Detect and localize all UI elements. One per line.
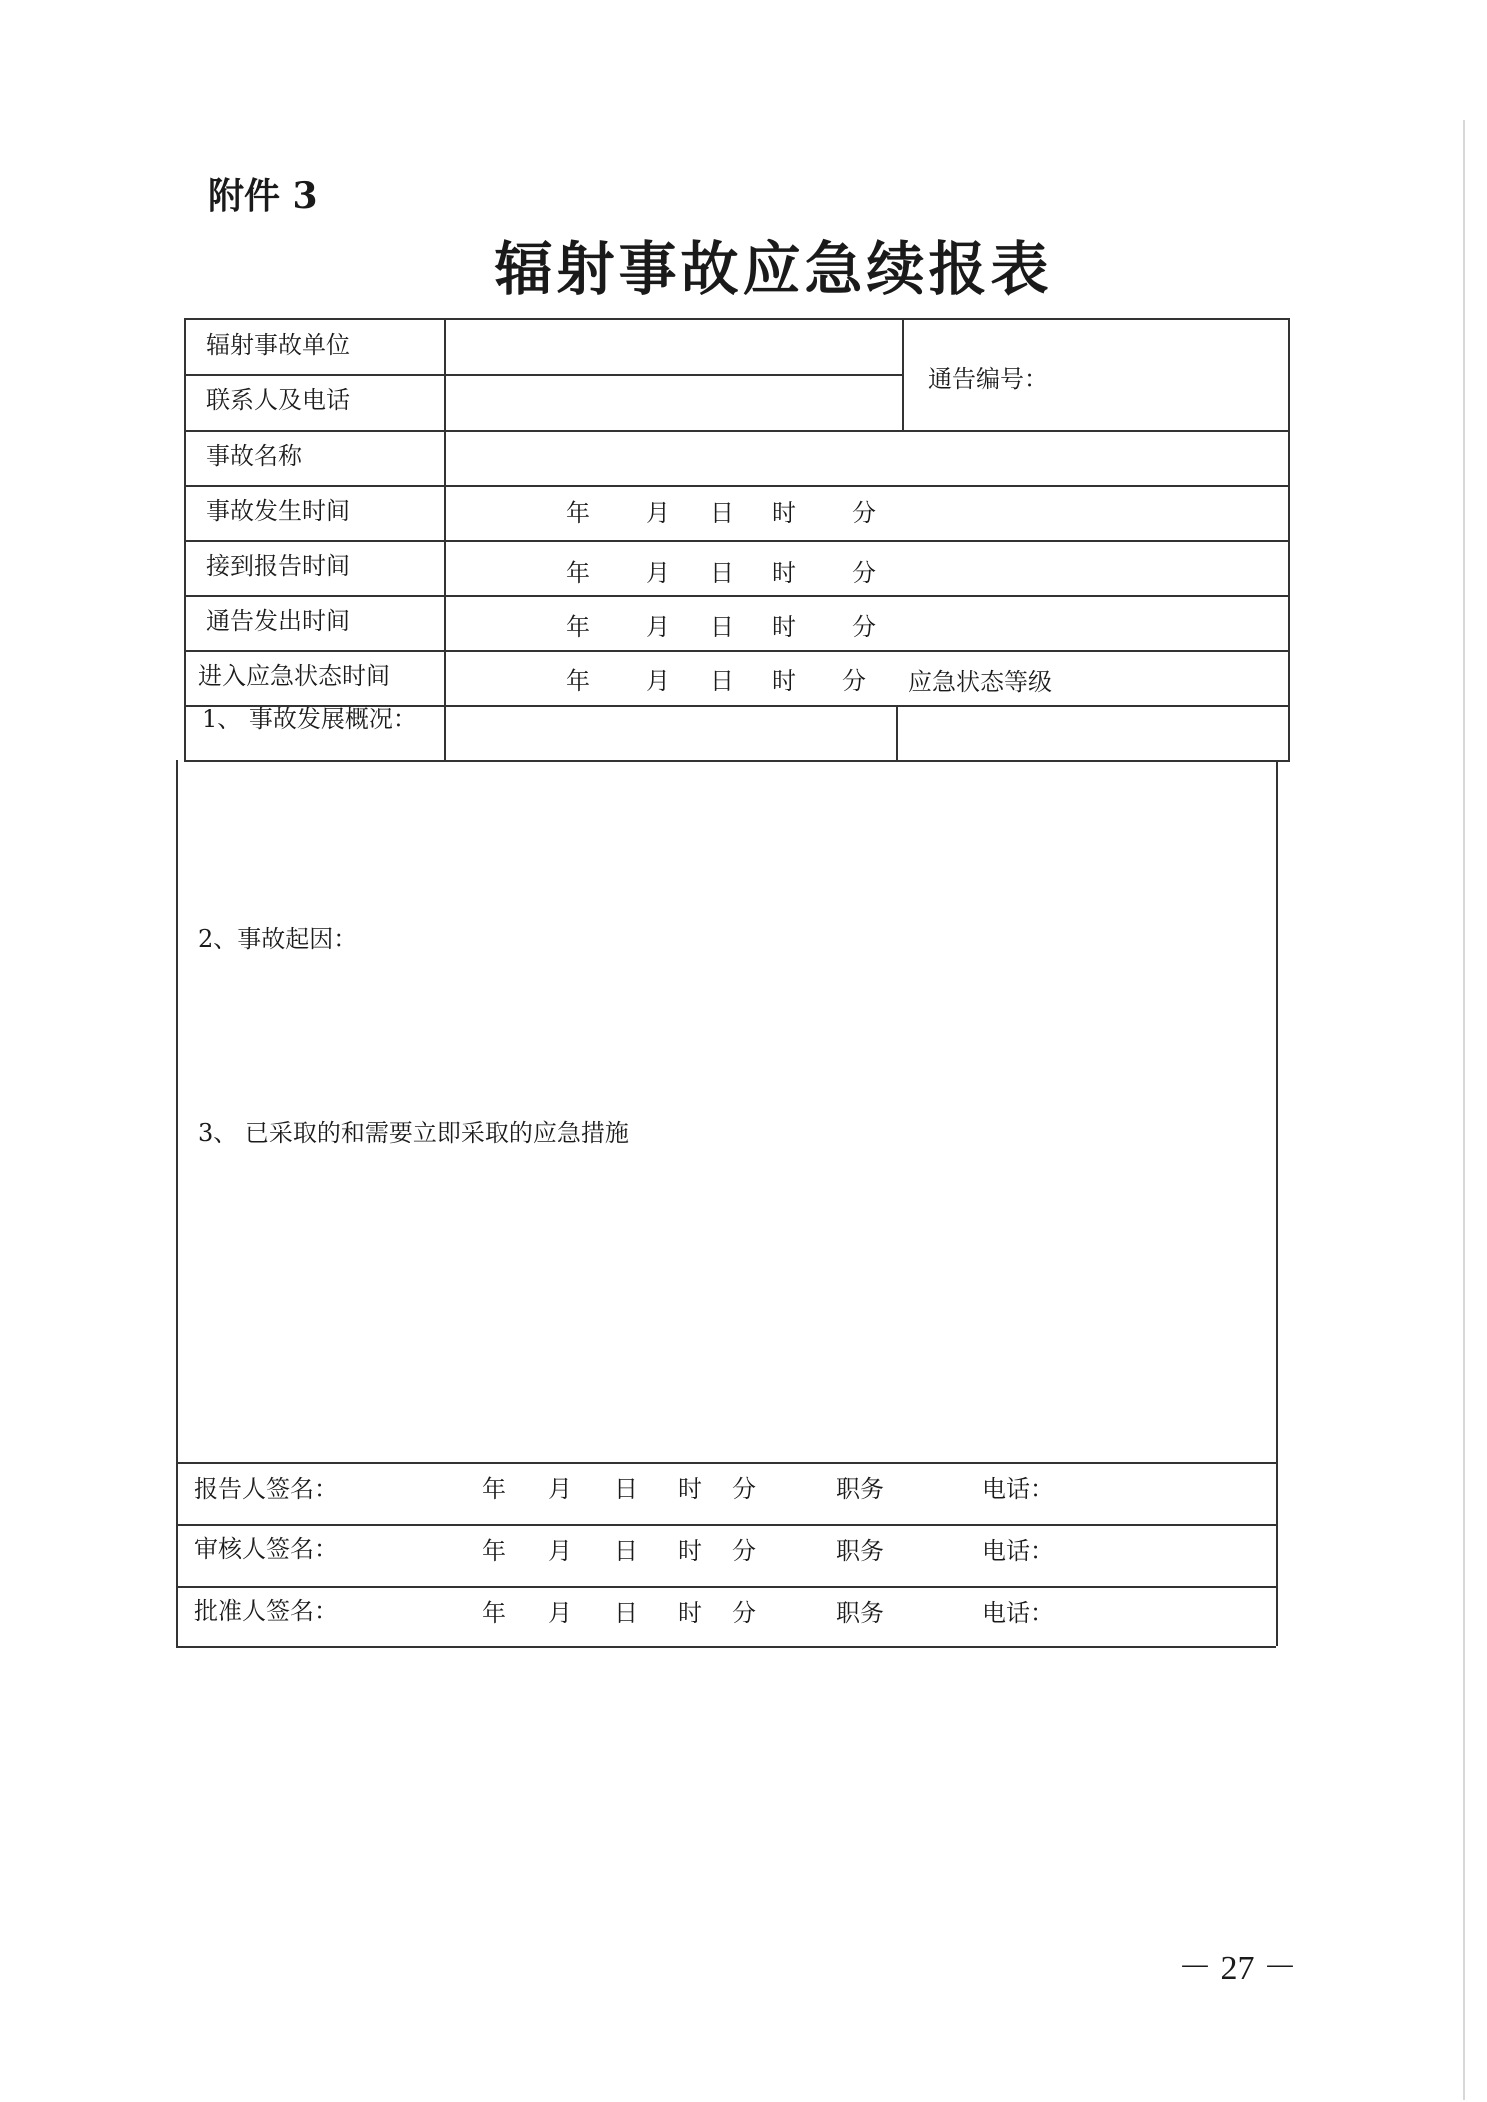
unit-label: 辐射事故单位: [206, 331, 350, 359]
receive-time-label: 接到报告时间: [206, 552, 350, 580]
form-title: 辐射事故应急续报表: [494, 235, 1053, 303]
section-cause: 2、事故起因：: [198, 925, 358, 953]
approver-sign-label: 批准人签名：: [194, 1597, 338, 1625]
report-form-table: 辐射事故单位 联系人及电话 通告编号： 事故名称 事故发生时间 接到报告时间 通告发出时间 进入应急状态时间 应急状态等级 年 月 日 时 分 年 月 日 时 分 年 月 日 时 分 年 月 日 时 分 1、 事故发展概况： 2、事故起因： 3、 已采取的和需要立即采取的应急措施 报告人签名： 年 月 日 时 分 职务 电话： 审核人签名： 年 月 日 时 分 职务 电话： 批准人签名： 年 月 日 时 分 职务 电话：: [176, 318, 1294, 1646]
page-number: － 27 －: [1178, 1950, 1297, 1987]
notice-number-label: 通告编号：: [928, 365, 1048, 393]
occur-time-label: 事故发生时间: [206, 497, 350, 525]
enter-state-time-label: 进入应急状态时间: [198, 662, 390, 690]
section-measures: 3、 已采取的和需要立即采取的应急措施: [198, 1119, 629, 1147]
scan-edge: [1463, 120, 1465, 2100]
contact-label: 联系人及电话: [206, 386, 350, 414]
reporter-sign-label: 报告人签名：: [194, 1475, 338, 1503]
reviewer-sign-label: 审核人签名：: [194, 1535, 338, 1563]
issue-time-label: 通告发出时间: [206, 607, 350, 635]
attachment-label: 附件 3: [208, 175, 318, 217]
state-level-label: 应急状态等级: [908, 668, 1052, 696]
accident-name-label: 事故名称: [206, 442, 302, 470]
section-development: 1、 事故发展概况：: [202, 705, 417, 733]
